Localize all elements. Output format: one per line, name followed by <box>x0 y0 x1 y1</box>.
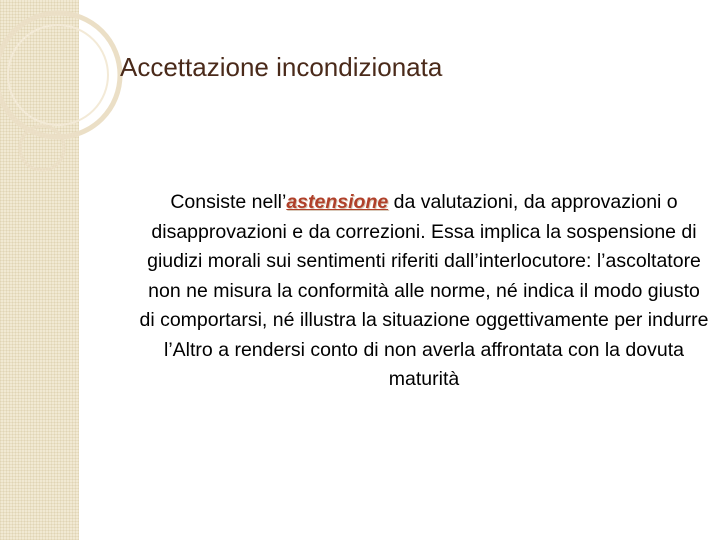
large-circle <box>0 13 120 137</box>
body-highlight-word: astensione <box>286 191 389 213</box>
slide-title: Accettazione incondizionata <box>120 52 443 82</box>
decorative-circles <box>0 0 150 200</box>
slide-body-text <box>138 188 710 395</box>
body-text-suffix: da valutazioni, da approvazioni o disapprovazioni e da correzioni. Essa implica la sospensione di giudizi morali sui sentimenti riferiti dall’interlocutore: l’ascoltatore non ne misura la conformità alle norme, né indica il modo giusto di comportarsi, né illustra la situazione oggettivamente per indurre l’Altro a rendersi conto di non averla affrontata con la dovuta maturità <box>139 191 709 390</box>
inner-circle <box>8 25 108 125</box>
body-text-prefix: Consiste nell’ <box>170 191 287 213</box>
